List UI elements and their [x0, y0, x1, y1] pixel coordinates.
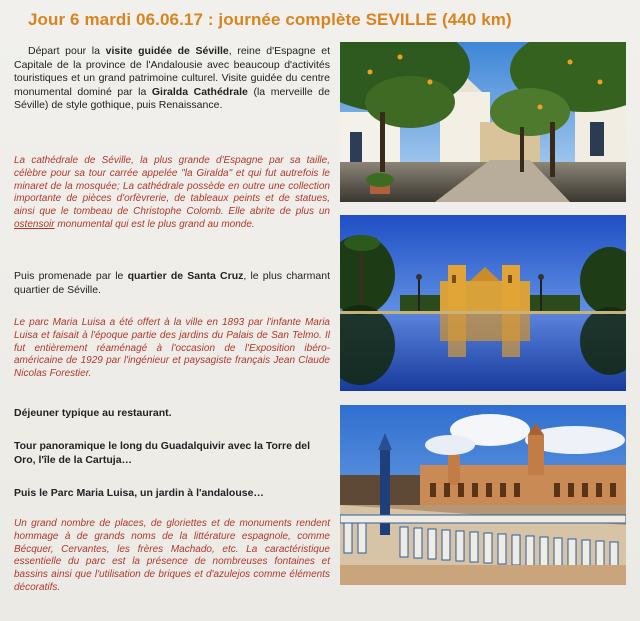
santa-cruz-courtyard-photo — [340, 42, 626, 202]
parc-line — [14, 486, 330, 500]
santa-cruz-text-1: Puis promenade par le — [14, 270, 128, 282]
intro-paragraph — [14, 45, 330, 113]
intro-bold-2: Giralda Cathédrale — [151, 85, 248, 98]
cathedral-note — [14, 155, 330, 232]
plaza-note-text: Un grand nombre de places, de gloriettes et de monuments rendent hommage à de grands noms de la littérature espagnole, comme Bécquer, Cervantes, les frères Machado, etc. La caractéristique essentielle du parc est la présence de nombreuses fontaines et bassins ainsi que l'utilisation de briques et d'azulejos comme éléments décoratifs. — [14, 518, 330, 593]
parc-note — [14, 317, 330, 381]
intro-text-3: (la merveille de Séville) de style gothique, puis Renaissance. — [14, 85, 330, 112]
page-title: Jour 6 mardi 06.06.17 : journée complète SEVILLE (440 km) — [28, 10, 512, 29]
cathedral-note-underlined: ostensoir — [14, 218, 55, 230]
plaza-de-espana-photo — [340, 405, 626, 585]
parc-note-text: Le parc Maria Luisa a été offert à la ville en 1893 par l'infante Maria Luisa et faisait à l'époque partie des jardins du Palais de San Telmo. Il fut entièrement réaménagé à l'occasion de l'Exposition ibéro-américaine de 1929 par l'ingénieur et paysagiste français Jean Claude Nicolas Forestier. — [14, 317, 330, 380]
parc-text: Puis le Parc Maria Luisa, un jardin à l'andalouse… — [14, 487, 264, 499]
cathedral-note-text: La cathédrale de Séville, la plus grande d'Espagne par sa taille, célèbre pour sa tour carrée appelée "la Giralda" et qui fut autrefois le minaret de la mosquée; La cathédrale possède en outre une collection importante de pièces d'orfèvrerie, de tableaux peints et de statues, ainsi que le tombeau de Christophe Colomb. Elle abrite de plus un — [14, 155, 330, 218]
palace-reflection-pool-photo — [340, 215, 626, 391]
lunch-text: Déjeuner typique au restaurant. — [14, 407, 172, 419]
tour-text: Tour panoramique le long du Guadalquivir avec la Torre del Oro, l'île de la Cartuja… — [14, 440, 310, 466]
intro-bold-1: visite guidée de Séville — [105, 45, 229, 57]
santa-cruz-paragraph — [14, 270, 330, 297]
tour-line — [14, 439, 330, 467]
santa-cruz-bold: quartier de Santa Cruz — [127, 270, 244, 282]
lunch-line — [14, 406, 330, 420]
intro-text-2: , reine d'Espagne et Capitale de la province de l'Andalousie avec beaucoup d'activités touristiques et un grand patrimoine culturel. Visite guidée du centre monumental dominé par la — [14, 45, 330, 98]
santa-cruz-text-2: , le plus charmant quartier de Séville. — [14, 270, 330, 296]
intro-text-1: Départ pour la — [28, 45, 106, 57]
plaza-note — [14, 518, 330, 595]
cathedral-note-tail: monumental qui est le plus grand au monde. — [54, 218, 255, 230]
